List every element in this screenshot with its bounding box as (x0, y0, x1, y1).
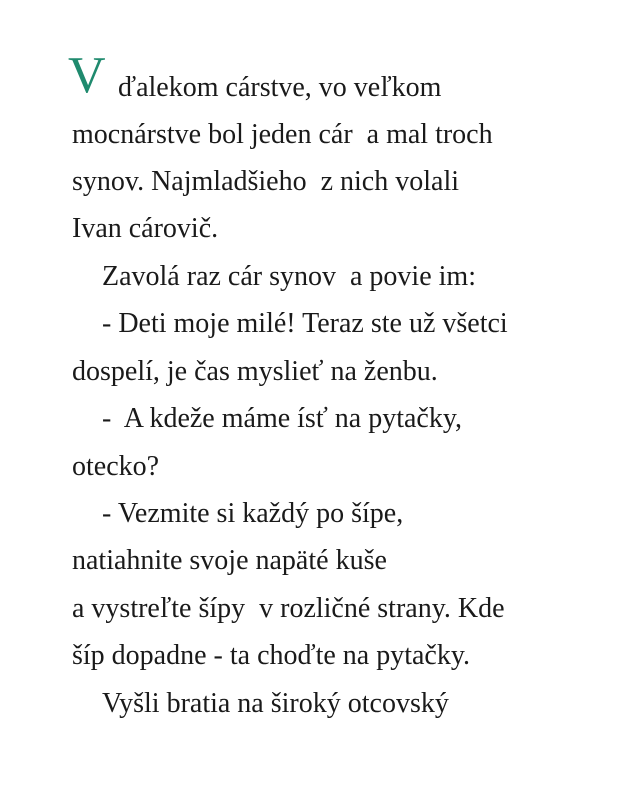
text-line: - Deti moje milé! Teraz ste už všetci (102, 308, 508, 339)
text-line: Zavolá raz cár synov a povie im: (102, 261, 476, 292)
text-line: mocnárstve bol jeden cár a mal troch (72, 119, 493, 150)
text-line: - Vezmite si každý po šípe, (102, 498, 404, 529)
text-line: Ivan cárovič. (72, 213, 219, 244)
text-line: ďalekom cárstve, vo veľkom (118, 72, 442, 103)
text-line: natiahnite svoje napäté kuše (72, 545, 387, 576)
drop-cap-letter: V (68, 47, 106, 104)
text-line: otecko? (72, 451, 160, 482)
text-line: - A kdeže máme ísť na pytačky, (102, 403, 463, 434)
text-line: synov. Najmladšieho z nich volali (72, 166, 459, 197)
text-line: šíp dopadne - ta choďte na pytačky. (72, 640, 471, 671)
text-line: a vystreľte šípy v rozličné strany. Kde (72, 593, 505, 624)
text-line: Vyšli bratia na široký otcovský (102, 688, 449, 719)
text-line: dospelí, je čas myslieť na ženbu. (72, 356, 438, 387)
